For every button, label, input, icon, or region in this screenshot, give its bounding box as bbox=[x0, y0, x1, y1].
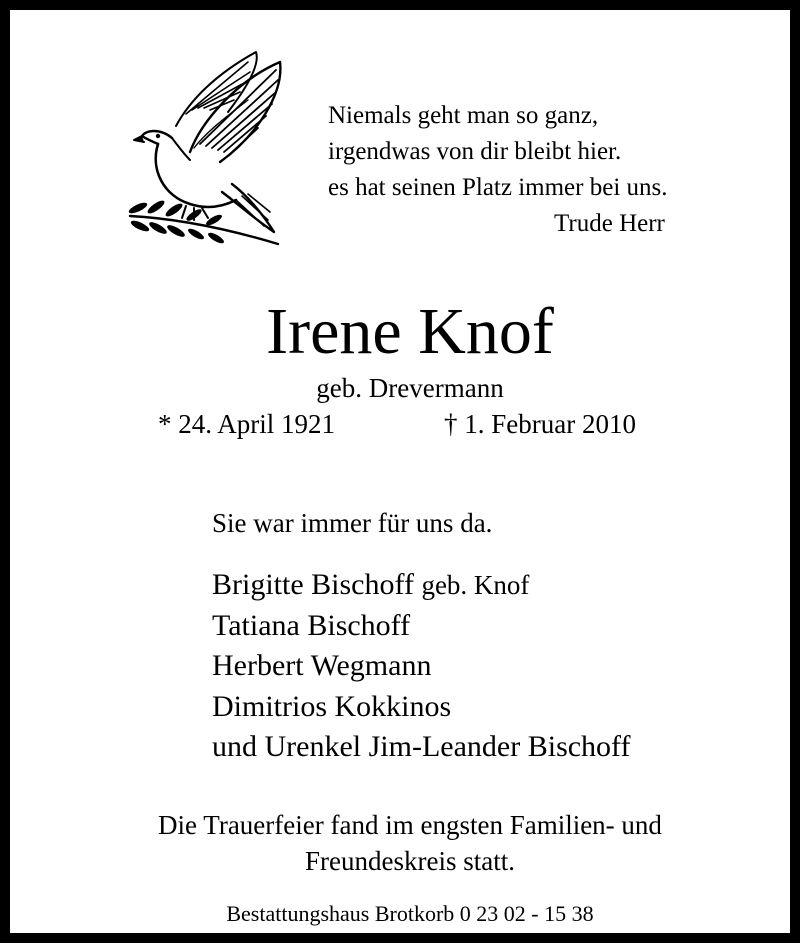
mourner-name-suffix: geb. Knof bbox=[421, 570, 530, 600]
life-dates bbox=[10, 406, 800, 442]
quote-line: es hat seinen Platz immer bei uns. bbox=[328, 174, 668, 201]
quote-line: irgendwas von dir bleibt hier. bbox=[328, 138, 622, 165]
quote-line: Niemals geht man so ganz, bbox=[328, 102, 599, 129]
deceased-name: Irene Knof bbox=[266, 295, 554, 368]
death-date: † 1. Februar 2010 bbox=[444, 409, 636, 439]
ceremony-line: Die Trauerfeier fand im engsten Familien- und bbox=[158, 810, 662, 840]
mourner-name: Dimitrios Kokkinos bbox=[212, 689, 452, 723]
memorial-quote bbox=[328, 98, 668, 242]
funeral-home-contact: Bestattungshaus Brotkorb 0 23 02 - 15 38 bbox=[226, 901, 594, 926]
quote-author: Trude Herr bbox=[554, 210, 665, 237]
birth-date: * 24. April 1921 bbox=[158, 409, 336, 439]
mourner-name: Herbert Wegmann bbox=[212, 649, 432, 682]
dove-with-olive-branch-icon bbox=[128, 50, 284, 246]
ceremony-line: Freundeskreis statt. bbox=[305, 846, 515, 876]
mourner-name-text: Brigitte Bischoff bbox=[212, 568, 414, 601]
mourner-name: und Urenkel Jim-Leander Bischoff bbox=[212, 730, 631, 763]
mourner-name bbox=[212, 565, 631, 606]
tribute-text: Sie war immer für uns da. bbox=[212, 508, 493, 538]
ceremony-notice bbox=[10, 807, 800, 879]
mourner-name: Tatiana Bischoff bbox=[212, 608, 411, 642]
mourners-list bbox=[212, 565, 631, 768]
birth-name: geb. Drevermann bbox=[316, 373, 504, 403]
